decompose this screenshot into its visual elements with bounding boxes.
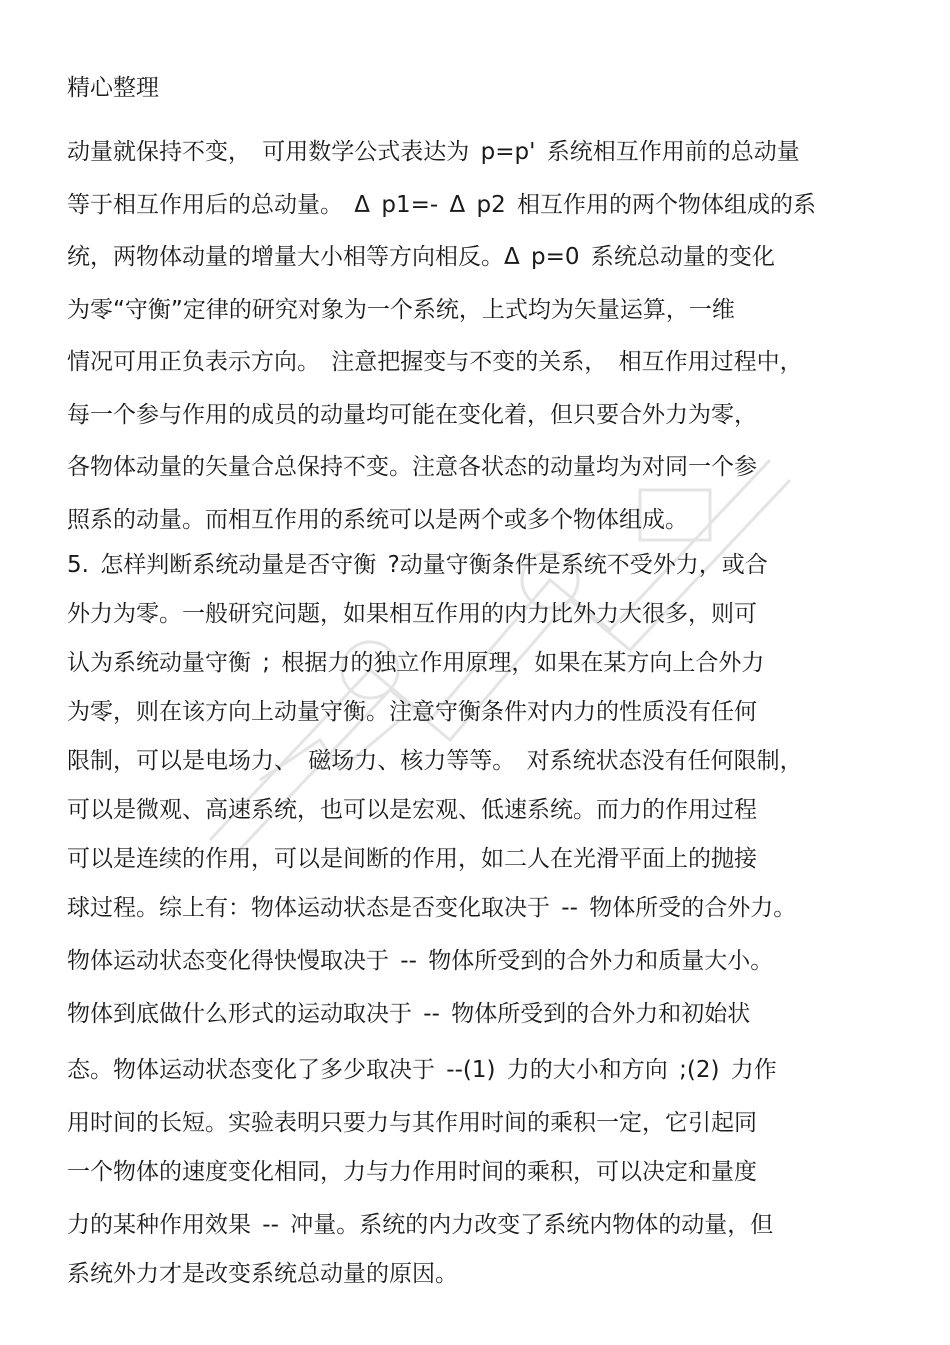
text-line: 照系的动量。而相互作用的系统可以是两个或多个物体组成。	[67, 507, 688, 533]
text-line: 各物体动量的矢量合总保持不变。注意各状态的动量均为对同一个参	[67, 454, 757, 480]
text-line: 用时间的长短。实验表明只要力与其作用时间的乘积一定，它引起同	[67, 1110, 757, 1136]
text-line: 情况可用正负表示方向。 注意把握变与不变的关系， 相互作用过程中，	[67, 349, 803, 375]
text-line: 态。物体运动状态变化了多少取决于 --(1) 力的大小和方向 ;(2) 力作	[67, 1057, 777, 1083]
text-line: 限制，可以是电场力、 磁场力、核力等等。 对系统状态没有任何限制，	[67, 748, 803, 774]
text-line: 可以是连续的作用，可以是间断的作用，如二人在光滑平面上的抛接	[67, 846, 757, 872]
text-line: 统，两物体动量的增量大小相等方向相反。Δ p=0 系统总动量的变化	[67, 244, 775, 270]
text-line: 5. 怎样判断系统动量是否守衡 ?动量守衡条件是系统不受外力，或合	[67, 552, 768, 578]
text-line: 为零“守衡”定律的研究对象为一个系统，上式均为矢量运算，一维	[67, 297, 735, 323]
text-line: 一个物体的速度变化相同，力与力作用时间的乘积，可以决定和量度	[67, 1159, 757, 1185]
text-line: 每一个参与作用的成员的动量均可能在变化着，但只要合外力为零，	[67, 402, 757, 428]
text-line: 为零，则在该方向上动量守衡。注意守衡条件对内力的性质没有任何	[67, 699, 757, 725]
paragraph-momentum-conservation	[67, 136, 887, 557]
text-line: 动量就保持不变， 可用数学公式表达为 p=p' 系统相互作用前的总动量	[67, 139, 800, 165]
text-line: 球过程。综上有：物体运动状态是否变化取决于 -- 物体所受的合外力。	[67, 895, 797, 921]
text-line: 认为系统动量守衡 ; 根据力的独立作用原理，如果在某方向上合外力	[67, 650, 765, 676]
page-header: 精心整理	[67, 75, 159, 101]
paragraph-conservation-conditions	[67, 549, 887, 1307]
text-line: 力的某种作用效果 -- 冲量。系统的内力改变了系统内物体的动量，但	[67, 1212, 774, 1238]
text-line: 可以是微观、高速系统，也可以是宏观、低速系统。而力的作用过程	[67, 797, 757, 823]
text-line: 系统外力才是改变系统总动量的原因。	[67, 1261, 458, 1287]
text-line: 等于相互作用后的总动量。 Δ p1=- Δ p2 相互作用的两个物体组成的系	[67, 192, 817, 218]
text-line: 外力为零。一般研究问题，如果相互作用的内力比外力大很多，则可	[67, 601, 757, 627]
text-line: 物体到底做什么形式的运动取决于 -- 物体所受到的合外力和初始状	[67, 1001, 751, 1027]
text-line: 物体运动状态变化得快慢取决于 -- 物体所受到的合外力和质量大小。	[67, 948, 774, 974]
